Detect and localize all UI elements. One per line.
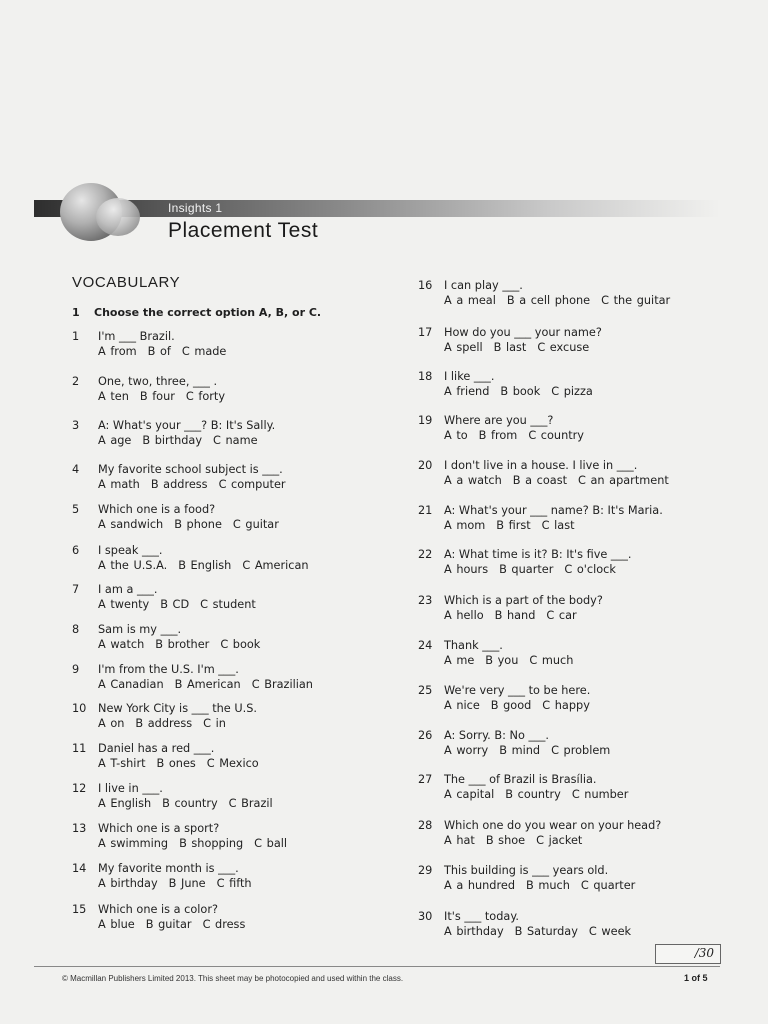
- option-c[interactable]: C car: [546, 609, 577, 622]
- question-stem: New York City is ___ the U.S.: [98, 702, 257, 715]
- question-stem: Daniel has a red ___.: [98, 742, 215, 755]
- question-item: [418, 683, 748, 713]
- question-number: 4: [72, 463, 80, 476]
- question-item: [72, 462, 402, 492]
- question-number: 1: [72, 330, 80, 343]
- question-options: [98, 917, 256, 932]
- option-a[interactable]: A hat: [444, 834, 475, 847]
- question-stem: My favorite school subject is ___.: [98, 463, 283, 476]
- option-a[interactable]: A mom: [444, 519, 486, 532]
- option-c[interactable]: C an apartment: [578, 474, 669, 487]
- option-b[interactable]: B CD: [160, 598, 190, 611]
- option-a[interactable]: A me: [444, 654, 475, 667]
- score-total: /30: [694, 946, 714, 960]
- question-options: [98, 637, 271, 652]
- question-number: 7: [72, 583, 80, 596]
- question-options: [444, 608, 588, 623]
- question-item: [72, 374, 402, 404]
- option-b[interactable]: B address: [150, 478, 208, 491]
- question-stem: Thank ___.: [444, 639, 503, 652]
- option-a[interactable]: A math: [98, 478, 140, 491]
- question-number: 22: [418, 548, 433, 561]
- option-b[interactable]: B June: [168, 877, 206, 890]
- copyright-footer: © Macmillan Publishers Limited 2013. This sheet may be photocopied and used within the class.: [62, 974, 404, 983]
- option-c[interactable]: C name: [213, 434, 258, 447]
- option-b[interactable]: B you: [485, 654, 519, 667]
- option-c[interactable]: C guitar: [232, 518, 279, 531]
- question-options: [98, 344, 237, 359]
- question-number: 3: [72, 419, 80, 432]
- option-a[interactable]: A English: [98, 797, 152, 810]
- question-options: [98, 433, 269, 448]
- question-options: [98, 836, 298, 851]
- option-a[interactable]: A spell: [444, 341, 483, 354]
- option-b[interactable]: B a cell phone: [506, 294, 591, 307]
- instruction-text: Choose the correct option A, B, or C.: [94, 306, 322, 319]
- question-number: 20: [418, 459, 433, 472]
- question-item: [72, 741, 402, 771]
- question-item: [418, 772, 748, 802]
- option-c[interactable]: C quarter: [580, 879, 636, 892]
- question-options: [98, 389, 236, 404]
- instruction-number: 1: [72, 306, 80, 319]
- option-a[interactable]: A on: [98, 717, 125, 730]
- option-b[interactable]: B good: [490, 699, 532, 712]
- option-a[interactable]: A hello: [444, 609, 484, 622]
- question-options: [444, 428, 595, 443]
- option-b[interactable]: B ones: [156, 757, 196, 770]
- question-item: [418, 818, 748, 848]
- question-stem: One, two, three, ___ .: [98, 375, 218, 388]
- option-a[interactable]: A watch: [98, 638, 145, 651]
- question-options: [98, 876, 263, 891]
- option-b[interactable]: B address: [135, 717, 193, 730]
- question-options: [444, 473, 680, 488]
- option-c[interactable]: C computer: [218, 478, 286, 491]
- option-b[interactable]: B English: [178, 559, 232, 572]
- question-stem: I like ___.: [444, 370, 495, 383]
- option-a[interactable]: A age: [98, 434, 132, 447]
- question-item: [72, 418, 402, 448]
- question-number: 23: [418, 594, 433, 607]
- question-stem: Where are you ___?: [444, 414, 554, 427]
- option-c[interactable]: C problem: [551, 744, 611, 757]
- question-item: [418, 728, 748, 758]
- question-number: 19: [418, 414, 433, 427]
- question-item: [72, 622, 402, 652]
- question-number: 17: [418, 326, 433, 339]
- option-c[interactable]: C forty: [185, 390, 226, 403]
- option-a[interactable]: A blue: [98, 918, 135, 931]
- question-number: 26: [418, 729, 433, 742]
- option-a[interactable]: A birthday: [98, 877, 158, 890]
- footer-divider: [34, 966, 720, 967]
- question-stem: A: What time is it? B: It's five ___.: [444, 548, 632, 561]
- option-a[interactable]: A nice: [444, 699, 480, 712]
- option-c[interactable]: C made: [181, 345, 227, 358]
- option-b[interactable]: B last: [493, 341, 527, 354]
- question-stem: Sam is my ___.: [98, 623, 182, 636]
- option-b[interactable]: B from: [478, 429, 518, 442]
- option-b[interactable]: B birthday: [142, 434, 203, 447]
- option-a[interactable]: A sandwich: [98, 518, 164, 531]
- option-c[interactable]: C American: [242, 559, 309, 572]
- question-stem: Which one is a sport?: [98, 822, 220, 835]
- option-a[interactable]: A worry: [444, 744, 489, 757]
- option-c[interactable]: C last: [541, 519, 575, 532]
- question-options: [444, 698, 601, 713]
- question-number: 8: [72, 623, 80, 636]
- option-b[interactable]: B brother: [155, 638, 210, 651]
- question-stem: How do you ___ your name?: [444, 326, 602, 339]
- option-b[interactable]: B of: [147, 345, 171, 358]
- option-c[interactable]: C excuse: [537, 341, 590, 354]
- question-stem: This building is ___ years old.: [444, 864, 609, 877]
- question-stem: I can play ___.: [444, 279, 523, 292]
- option-c[interactable]: C dress: [202, 918, 246, 931]
- question-stem: I speak ___.: [98, 544, 163, 557]
- question-number: 24: [418, 639, 433, 652]
- option-b[interactable]: B country: [505, 788, 561, 801]
- option-a[interactable]: A a meal: [444, 294, 496, 307]
- option-c[interactable]: C the guitar: [601, 294, 671, 307]
- question-options: [98, 716, 237, 731]
- question-options: [98, 517, 290, 532]
- question-number: 15: [72, 903, 87, 916]
- option-b[interactable]: B mind: [499, 744, 541, 757]
- question-number: 28: [418, 819, 433, 832]
- question-number: 29: [418, 864, 433, 877]
- question-stem: A: What's your ___? B: It's Sally.: [98, 419, 276, 432]
- question-options: [98, 796, 284, 811]
- question-stem: The ___ of Brazil is Brasília.: [444, 773, 597, 786]
- question-item: [418, 863, 748, 893]
- series-label: Insights 1: [168, 201, 223, 215]
- question-item: [72, 502, 402, 532]
- question-options: [98, 477, 297, 492]
- question-number: 11: [72, 742, 87, 755]
- option-c[interactable]: C student: [200, 598, 256, 611]
- option-a[interactable]: A ten: [98, 390, 129, 403]
- question-item: [72, 329, 402, 359]
- question-stem: We're very ___ to be here.: [444, 684, 591, 697]
- option-b[interactable]: B phone: [174, 518, 222, 531]
- question-options: [98, 558, 320, 573]
- option-b[interactable]: B shopping: [179, 837, 244, 850]
- question-options: [444, 293, 681, 308]
- question-options: [98, 756, 270, 771]
- question-item: [418, 458, 748, 488]
- question-number: 18: [418, 370, 433, 383]
- option-c[interactable]: C Brazilian: [251, 678, 313, 691]
- question-number: 25: [418, 684, 433, 697]
- question-options: [444, 743, 621, 758]
- option-c[interactable]: C fifth: [216, 877, 252, 890]
- question-number: 21: [418, 504, 433, 517]
- option-c[interactable]: C much: [529, 654, 574, 667]
- option-c[interactable]: C o'clock: [564, 563, 616, 576]
- option-a[interactable]: A Canadian: [98, 678, 164, 691]
- question-stem: Which one is a food?: [98, 503, 216, 516]
- question-item: [418, 909, 748, 939]
- page-number: 1 of 5: [684, 973, 708, 983]
- question-number: 13: [72, 822, 87, 835]
- option-b[interactable]: B country: [162, 797, 218, 810]
- question-number: 10: [72, 702, 87, 715]
- option-a[interactable]: A twenty: [98, 598, 150, 611]
- question-number: 27: [418, 773, 433, 786]
- page-title: Placement Test: [168, 219, 319, 242]
- question-options: [98, 677, 324, 692]
- question-number: 14: [72, 862, 87, 875]
- option-a[interactable]: A swimming: [98, 837, 169, 850]
- question-stem: A: Sorry. B: No ___.: [444, 729, 549, 742]
- question-options: [444, 833, 593, 848]
- question-item: [418, 369, 748, 399]
- question-item: [72, 662, 402, 692]
- option-c[interactable]: C ball: [254, 837, 288, 850]
- option-a[interactable]: A a watch: [444, 474, 502, 487]
- option-a[interactable]: A hours: [444, 563, 489, 576]
- question-stem: I don't live in a house. I live in ___.: [444, 459, 638, 472]
- option-c[interactable]: C Mexico: [206, 757, 259, 770]
- question-stem: I'm ___ Brazil.: [98, 330, 175, 343]
- question-item: [72, 821, 402, 851]
- question-item: [418, 593, 748, 623]
- option-a[interactable]: A T-shirt: [98, 757, 146, 770]
- question-item: [72, 701, 402, 731]
- option-c[interactable]: C in: [203, 717, 226, 730]
- option-b[interactable]: B quarter: [499, 563, 554, 576]
- question-item: [72, 781, 402, 811]
- option-b[interactable]: B a coast: [512, 474, 568, 487]
- question-options: [444, 562, 627, 577]
- question-options: [444, 787, 639, 802]
- section-title: VOCABULARY: [72, 274, 181, 291]
- question-stem: I live in ___.: [98, 782, 163, 795]
- question-item: [418, 503, 748, 533]
- option-a[interactable]: A to: [444, 429, 468, 442]
- option-b[interactable]: B Saturday: [514, 925, 578, 938]
- option-c[interactable]: C week: [588, 925, 632, 938]
- question-stem: Which one is a color?: [98, 903, 218, 916]
- question-number: 16: [418, 279, 433, 292]
- score-box: [655, 944, 721, 964]
- option-a[interactable]: A a hundred: [444, 879, 516, 892]
- option-b[interactable]: B book: [500, 385, 541, 398]
- option-b[interactable]: B shoe: [485, 834, 526, 847]
- question-item: [418, 325, 748, 355]
- option-b[interactable]: B first: [496, 519, 531, 532]
- question-number: 30: [418, 910, 433, 923]
- question-number: 9: [72, 663, 80, 676]
- question-item: [418, 638, 748, 668]
- question-number: 12: [72, 782, 87, 795]
- option-a[interactable]: A friend: [444, 385, 490, 398]
- option-c[interactable]: C pizza: [551, 385, 593, 398]
- option-a[interactable]: A from: [98, 345, 137, 358]
- question-options: [444, 340, 600, 355]
- option-c[interactable]: C number: [571, 788, 629, 801]
- option-c[interactable]: C Brazil: [228, 797, 273, 810]
- question-stem: Which is a part of the body?: [444, 594, 603, 607]
- question-number: 5: [72, 503, 80, 516]
- option-b[interactable]: B four: [139, 390, 175, 403]
- question-stem: I'm from the U.S. I'm ___.: [98, 663, 239, 676]
- logo-orb-small-icon: [96, 198, 140, 236]
- option-c[interactable]: C jacket: [536, 834, 583, 847]
- question-item: [418, 278, 748, 308]
- question-item: [72, 543, 402, 573]
- question-options: [98, 597, 267, 612]
- question-stem: A: What's your ___ name? B: It's Maria.: [444, 504, 663, 517]
- option-b[interactable]: B American: [174, 678, 241, 691]
- question-options: [444, 518, 586, 533]
- question-number: 2: [72, 375, 80, 388]
- question-item: [72, 902, 402, 932]
- question-stem: My favorite month is ___.: [98, 862, 239, 875]
- option-c[interactable]: C country: [528, 429, 584, 442]
- option-a[interactable]: A capital: [444, 788, 495, 801]
- question-options: [444, 653, 584, 668]
- option-a[interactable]: A the U.S.A.: [98, 559, 168, 572]
- instruction: [72, 306, 321, 319]
- option-b[interactable]: B guitar: [145, 918, 192, 931]
- question-number: 6: [72, 544, 80, 557]
- question-options: [444, 384, 604, 399]
- option-b[interactable]: B hand: [494, 609, 536, 622]
- option-a[interactable]: A birthday: [444, 925, 504, 938]
- option-c[interactable]: C book: [220, 638, 261, 651]
- question-stem: It's ___ today.: [444, 910, 519, 923]
- option-b[interactable]: B much: [526, 879, 570, 892]
- question-item: [418, 413, 748, 443]
- option-c[interactable]: C happy: [542, 699, 590, 712]
- question-stem: I am a ___.: [98, 583, 158, 596]
- question-options: [444, 924, 642, 939]
- question-item: [72, 861, 402, 891]
- question-item: [418, 547, 748, 577]
- question-options: [444, 878, 646, 893]
- question-item: [72, 582, 402, 612]
- question-stem: Which one do you wear on your head?: [444, 819, 662, 832]
